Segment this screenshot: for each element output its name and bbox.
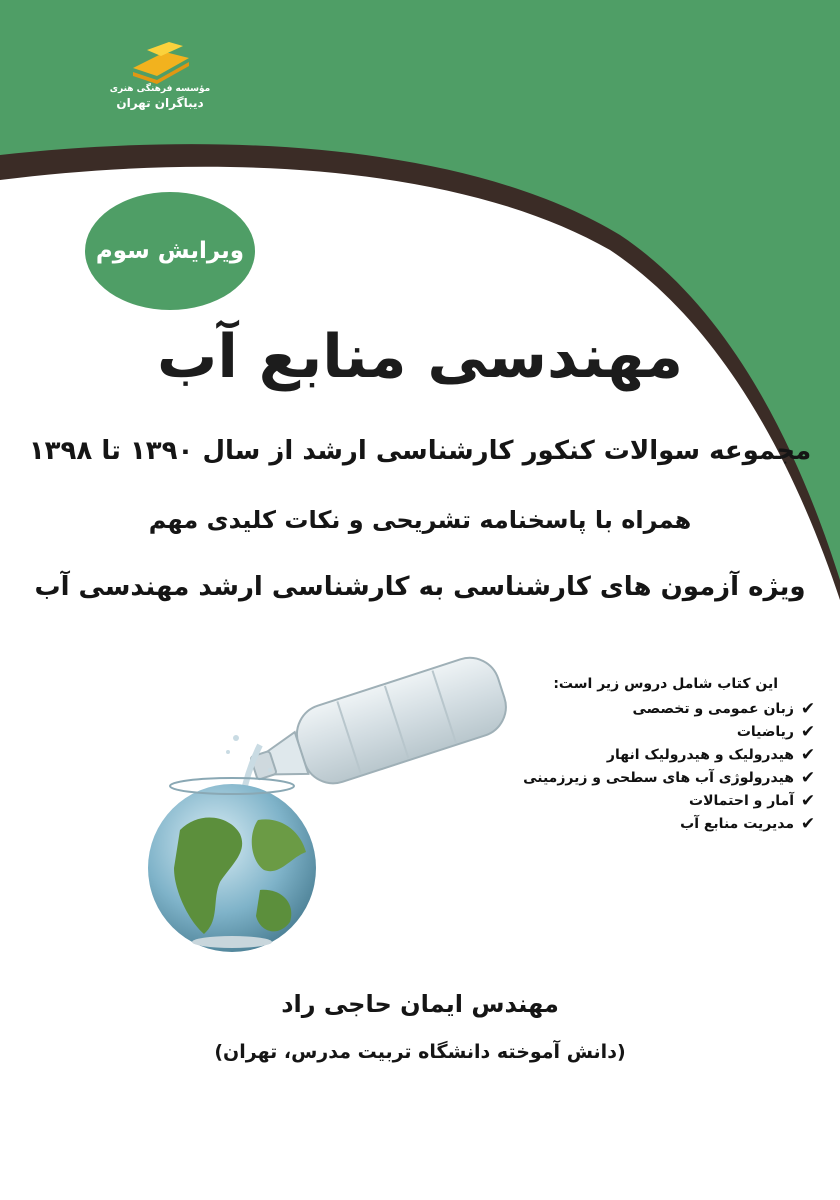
checkmark-icon: ✔ [800, 745, 816, 765]
checkmark-icon: ✔ [800, 791, 816, 811]
list-item [486, 721, 816, 744]
author-name: مهندس ایمان حاجی راد [281, 990, 559, 1018]
checkmark-icon: ✔ [800, 814, 816, 834]
globe-bowl [148, 778, 316, 952]
edition-label: ویرایش سوم [95, 238, 245, 264]
checkmark-icon: ✔ [800, 722, 816, 742]
list-item [486, 698, 816, 721]
book-title: مهندسی منابع آب [157, 322, 683, 392]
subtitle-line2: همراه با پاسخنامه تشریحی و نکات کلیدی مهم [148, 506, 692, 534]
topic-label: مدیریت منابع آب [680, 816, 794, 832]
checkmark-icon: ✔ [800, 699, 816, 719]
author-affiliation: (دانش آموخته دانشگاه تربیت مدرس، تهران) [214, 1041, 626, 1063]
publisher-line1: مؤسسه فرهنگی هنری [109, 84, 211, 94]
publisher-logo [100, 40, 220, 130]
water-bottle [242, 650, 510, 806]
edition-badge [85, 192, 255, 310]
publisher-name: دیباگران تهران [116, 96, 204, 110]
checkmark-icon: ✔ [800, 768, 816, 788]
topic-label: هیدرولوژی آب های سطحی و زیرزمینی [523, 770, 794, 786]
topic-label: زبان عمومی و تخصصی [632, 701, 794, 717]
topic-label: هیدرولیک و هیدرولیک انهار [606, 747, 794, 763]
topic-label: ریاضیات [736, 724, 794, 740]
subtitle-line1: مجموعه سوالات کنکور کارشناسی ارشد از سال ۱۳۹۰ تا ۱۳۹۸ [28, 436, 812, 466]
topics-intro: این کتاب شامل دروس زیر است: [553, 676, 778, 692]
book-logo-icon [125, 40, 195, 86]
water-bottle-globe-icon [140, 620, 510, 960]
list-item [486, 790, 816, 813]
list-item [486, 767, 816, 790]
list-item [486, 813, 816, 836]
topic-label: آمار و احتمالات [689, 793, 794, 809]
topics-list [486, 676, 816, 836]
topics-items [486, 698, 816, 836]
list-item [486, 744, 816, 767]
subtitle-line3: ویژه آزمون های کارشناسی به کارشناسی ارشد مهندسی آب [34, 572, 806, 602]
